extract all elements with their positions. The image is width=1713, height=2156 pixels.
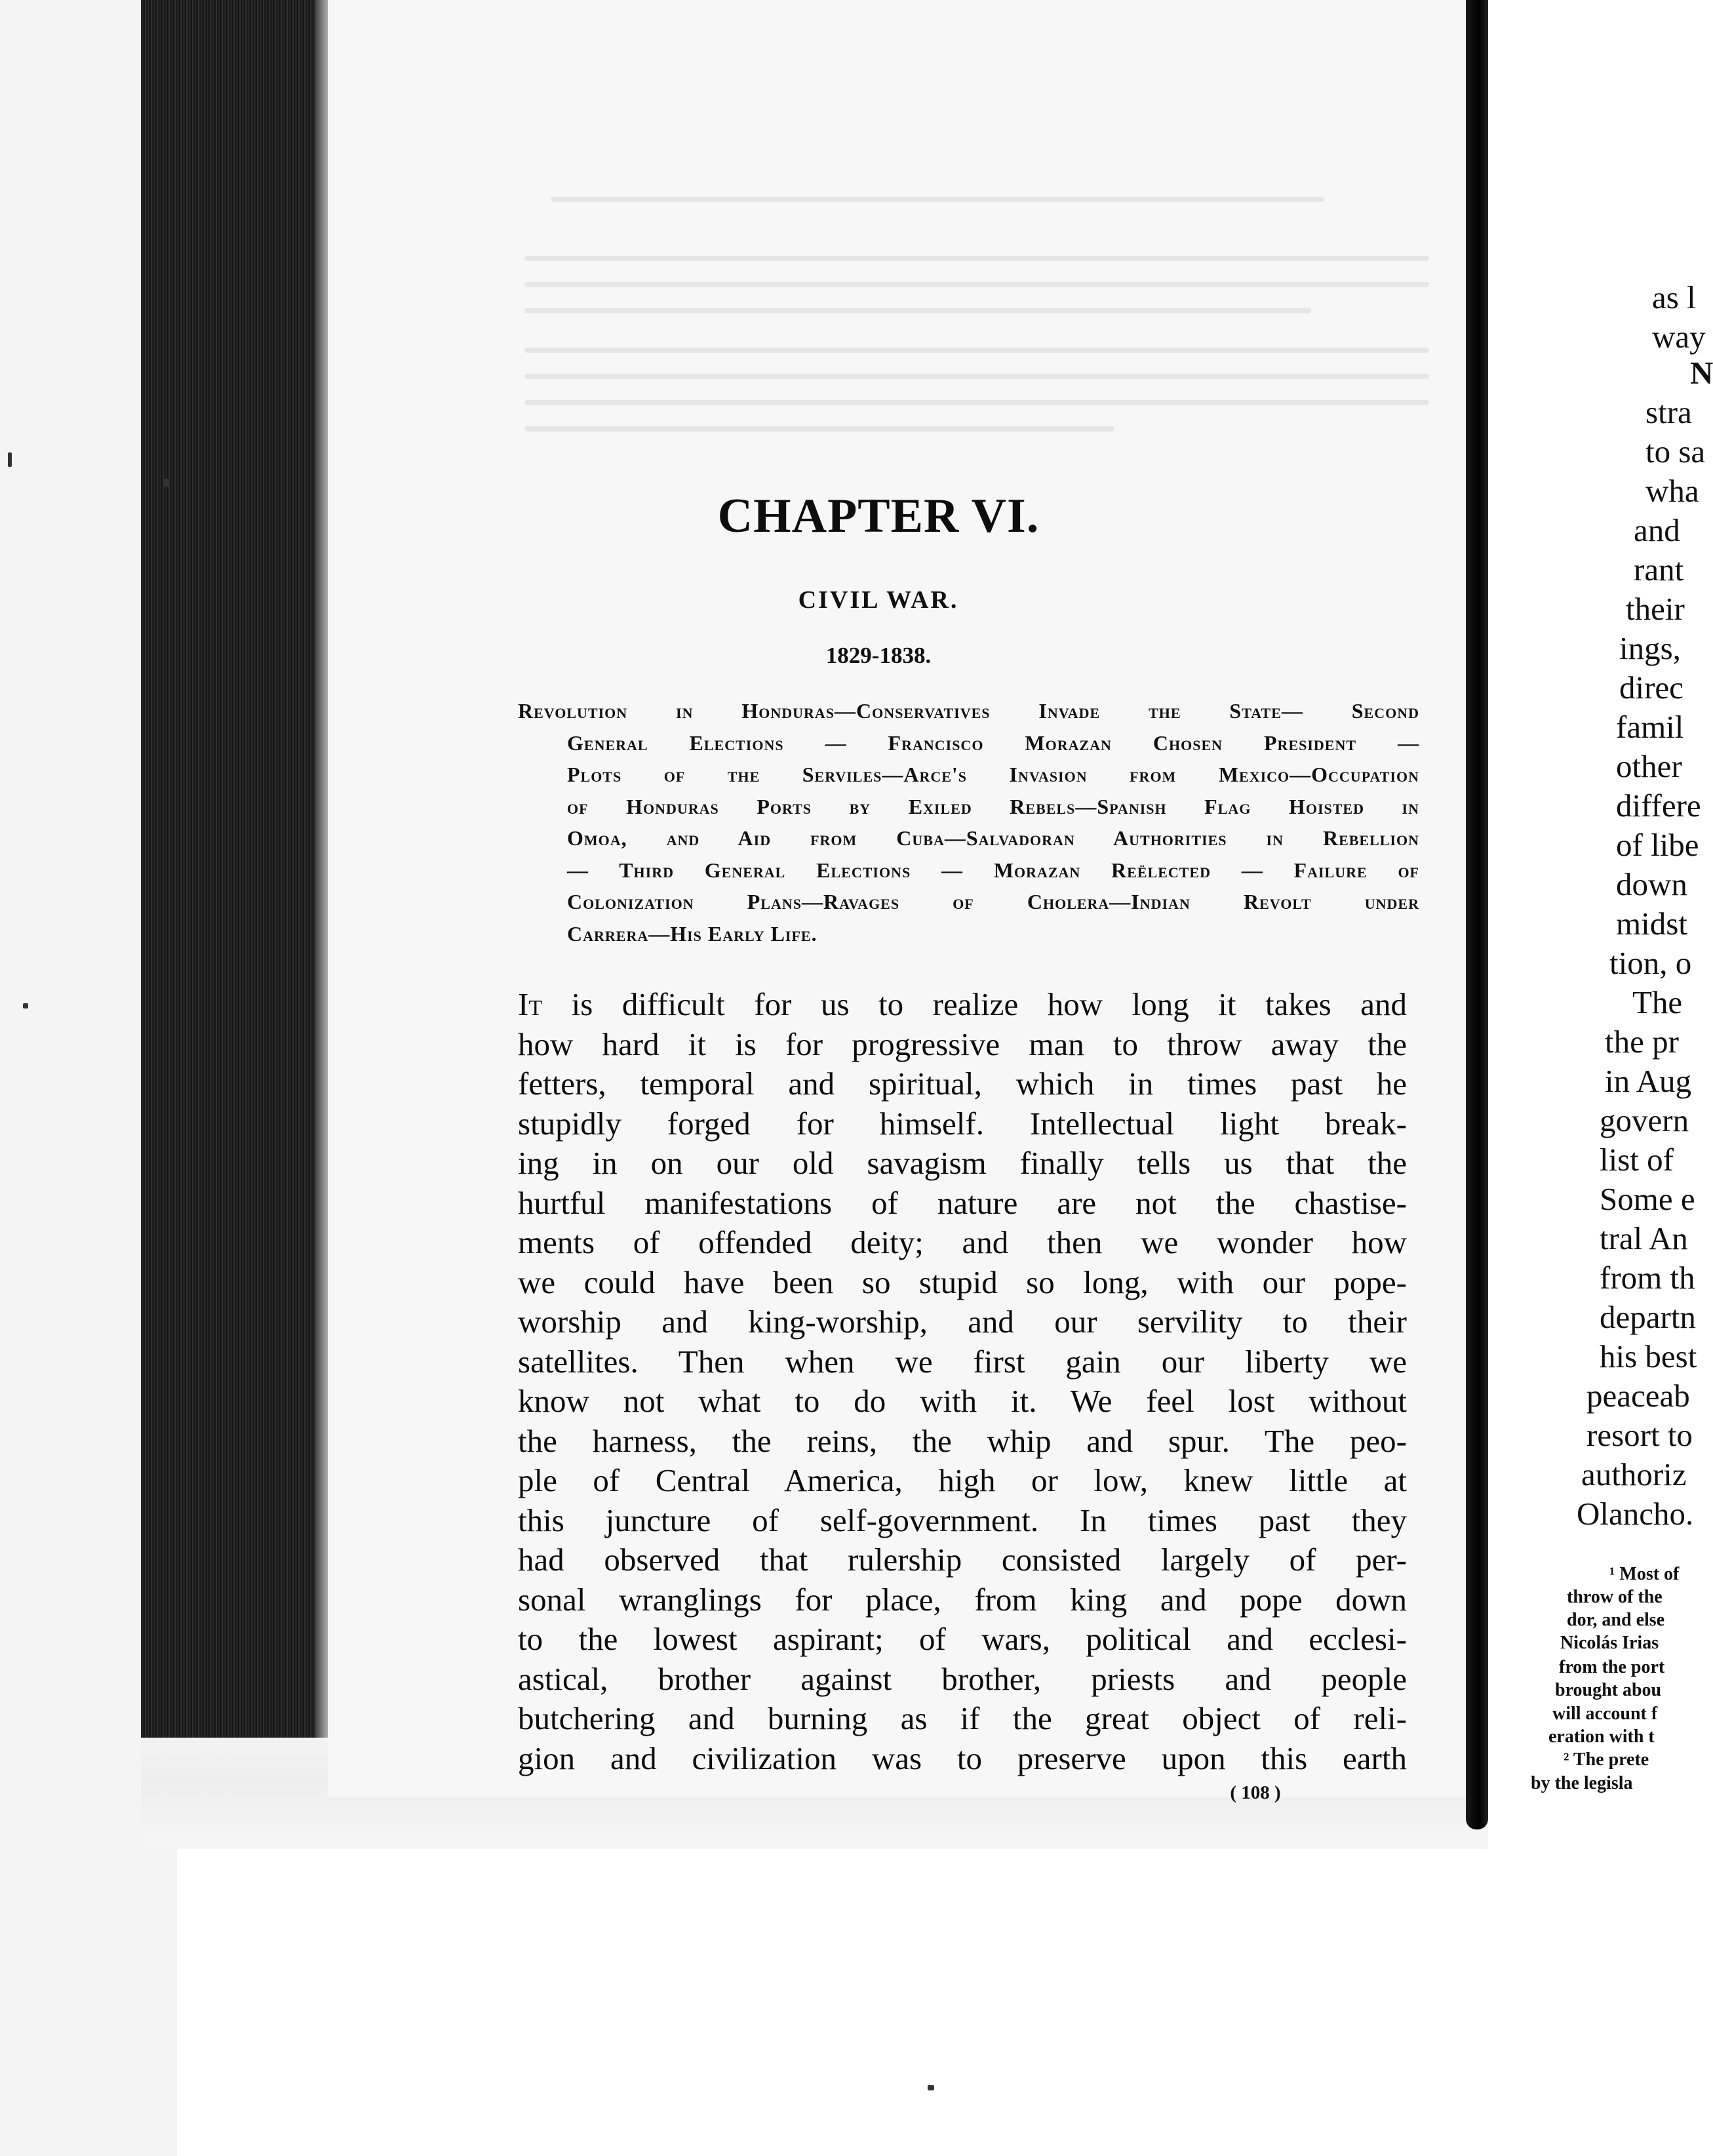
- body-line: butchering and burning as if the great object of reli-: [518, 1700, 1407, 1736]
- show-through-line: [551, 197, 1324, 202]
- next-page-footnote-fragment: ¹ Most of: [1609, 1564, 1680, 1584]
- body-paragraph: [518, 985, 1407, 1778]
- next-page-footnote-fragment: from the port: [1559, 1657, 1665, 1677]
- scan-speck: [8, 452, 12, 467]
- next-page-fragment: differe: [1616, 788, 1701, 824]
- next-page-footnote-fragment: dor, and else: [1567, 1610, 1665, 1630]
- chapter-subtitle: CIVIL WAR.: [798, 586, 959, 614]
- body-line: satellites. Then when we first gain our liberty we: [518, 1343, 1407, 1380]
- next-page-footnote-fragment: Nicolás Irias: [1560, 1633, 1659, 1653]
- show-through-line: [524, 348, 1429, 353]
- next-page-fragment: peaceab: [1586, 1378, 1690, 1414]
- synopsis-line: of Honduras Ports by Exiled Rebels—Spanish Flag Hoisted in: [567, 794, 1419, 818]
- next-page-fragment: the pr: [1605, 1024, 1679, 1060]
- synopsis-line: General Elections — Francisco Morazan Chosen President —: [567, 730, 1419, 755]
- body-line: hurtful manifestations of nature are not the chastise-: [518, 1184, 1407, 1221]
- next-page-fragment: stra: [1645, 394, 1692, 430]
- show-through-line: [524, 308, 1311, 313]
- body-line: ments of offended deity; and then we wonder how: [518, 1224, 1407, 1260]
- show-through-line: [524, 426, 1114, 431]
- chapter-title: CHAPTER VI.: [717, 489, 1040, 543]
- body-line: ple of Central America, high or low, knew little at: [518, 1462, 1407, 1498]
- next-page-fragment: tral An: [1600, 1220, 1688, 1256]
- next-page-fragment: resort to: [1586, 1417, 1693, 1453]
- next-page-fragment: his best: [1600, 1338, 1697, 1374]
- next-page-fragment: rant: [1634, 551, 1684, 588]
- show-through-line: [524, 374, 1429, 379]
- next-page-fragment: midst: [1616, 906, 1687, 942]
- body-line: the harness, the reins, the whip and spur. The peo-: [518, 1422, 1407, 1459]
- body-line: we could have been so stupid so long, with our pope-: [518, 1264, 1407, 1300]
- synopsis-line: Revolution in Honduras—Conservatives Invade the State— Second: [518, 699, 1419, 723]
- body-line: know not what to do with it. We feel lost without: [518, 1383, 1407, 1419]
- next-page-fragment: other: [1616, 748, 1682, 784]
- next-page-fragment: down: [1616, 866, 1687, 902]
- next-page-fragment: tion, o: [1609, 945, 1692, 981]
- next-page-footnote-fragment: by the legisla: [1531, 1773, 1633, 1793]
- body-line: [518, 985, 1407, 1025]
- synopsis-line: Colonization Plans—Ravages of Cholera—Indian Revolt under: [567, 890, 1419, 913]
- scan-speck: [928, 2085, 934, 2090]
- next-page-fragment: authoriz: [1581, 1456, 1687, 1492]
- next-page-fragment: Some e: [1600, 1181, 1695, 1217]
- body-line: had observed that rulership consisted largely of per-: [518, 1542, 1407, 1578]
- next-page-footnote-fragment: brought abou: [1555, 1680, 1662, 1700]
- body-line: how hard it is for progressive man to throw away the: [518, 1026, 1407, 1062]
- body-line: to the lowest aspirant; of wars, political and ecclesi-: [518, 1621, 1407, 1657]
- next-page-fragment: departn: [1600, 1299, 1696, 1335]
- page-number: ( 108 ): [1230, 1782, 1281, 1803]
- next-page-fragment: direc: [1619, 669, 1683, 706]
- synopsis-line: Omoa, and Aid from Cuba—Salvadoran Authorities in Rebellion: [567, 826, 1419, 850]
- body-line: ing in on our old savagism finally tells us that the: [518, 1145, 1407, 1181]
- next-page-fragment: as l: [1652, 279, 1696, 315]
- next-page-fragment: ings,: [1619, 630, 1681, 666]
- show-through-line: [524, 282, 1429, 287]
- next-page-footnote-fragment: eration with t: [1548, 1727, 1655, 1747]
- next-page-fragment: list of: [1600, 1142, 1674, 1178]
- next-page-footnote-fragment: ² The prete: [1564, 1749, 1649, 1770]
- next-page-fragment: way: [1652, 319, 1706, 355]
- chapter-dates: 1829-1838.: [825, 643, 932, 668]
- next-page-fragment: from th: [1600, 1260, 1695, 1296]
- next-page-fragment: to sa: [1645, 433, 1706, 469]
- body-line: astical, brother against brother, priests and people: [518, 1660, 1407, 1697]
- next-page-fragment: and: [1634, 512, 1680, 548]
- next-page-footnote-fragment: will account f: [1552, 1704, 1658, 1724]
- body-line: stupidly forged for himself. Intellectual light break-: [518, 1105, 1407, 1142]
- synopsis-line: — Third General Elections — Morazan Reëlected — Failure of: [567, 858, 1419, 882]
- body-line: worship and king-worship, and our servility to their: [518, 1304, 1407, 1340]
- body-line: gion and civilization was to preserve upon this earth: [518, 1740, 1407, 1776]
- body-line-text: is difficult for us to realize how long it takes and: [542, 986, 1407, 1022]
- next-page-fragment: of libe: [1616, 827, 1699, 863]
- next-page-footnote-fragment: throw of the: [1567, 1587, 1663, 1607]
- synopsis-line: Carrera—His Early Life.: [567, 921, 817, 946]
- next-page-fragment: famil: [1616, 709, 1684, 745]
- book-page-edges: [141, 0, 318, 1836]
- next-page-fragment: their: [1626, 591, 1685, 627]
- scan-speck: [23, 1003, 28, 1008]
- book-gutter: [1466, 0, 1488, 1829]
- next-page-fragment: Olancho.: [1577, 1496, 1694, 1532]
- next-page-fragment: in Aug: [1605, 1063, 1692, 1099]
- body-line: sonal wranglings for place, from king and pope down: [518, 1581, 1407, 1618]
- next-page-fragment: wha: [1645, 473, 1699, 509]
- next-page-fragment: govern: [1600, 1102, 1689, 1138]
- show-through-line: [524, 256, 1429, 261]
- next-page-fragment: The: [1632, 984, 1683, 1020]
- body-line: fetters, temporal and spiritual, which in times past he: [518, 1066, 1407, 1102]
- lead-word: It: [518, 986, 543, 1022]
- next-page-fragment: N: [1690, 355, 1713, 391]
- scan-speck: [164, 479, 169, 487]
- chapter-synopsis: [518, 695, 1419, 949]
- body-line: this juncture of self-government. In times past they: [518, 1502, 1407, 1538]
- synopsis-line: Plots of the Serviles—Arce's Invasion from Mexico—Occupation: [567, 763, 1419, 786]
- show-through-line: [524, 400, 1429, 405]
